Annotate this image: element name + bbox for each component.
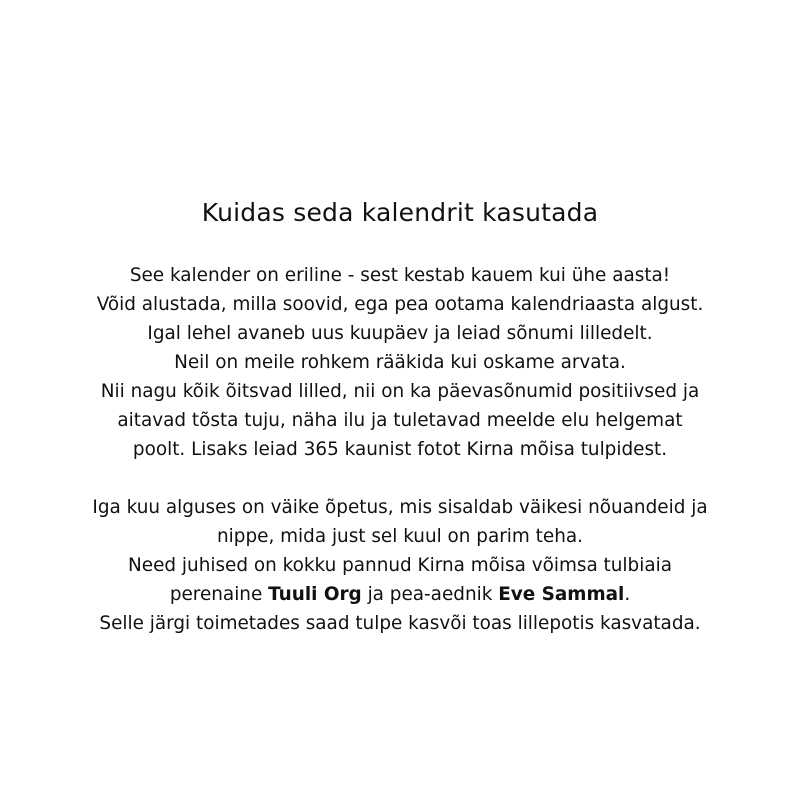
paragraph1-line: See kalender on eriline - sest kestab kauem kui ühe aasta! (129, 265, 671, 286)
credits-text: perenaine (169, 584, 269, 605)
paragraph1-line: Neil on meile rohkem rääkida kui oskame arvata. (174, 352, 626, 373)
paragraph2-line: Need juhised on kokku pannud Kirna mõisa võimsa tulbiaia (128, 555, 672, 576)
paragraph2-line: Selle järgi toimetades saad tulpe kasvõi toas lillepotis kasvatada. (99, 613, 701, 634)
page-title: Kuidas seda kalendrit kasutada (201, 198, 599, 227)
paragraph1-line: poolt. Lisaks leiad 365 kaunist fotot Kirna mõisa tulpidest. (132, 439, 668, 460)
paragraph1-line: Võid alustada, milla soovid, ega pea ootama kalendriaasta algust. (96, 294, 704, 315)
owner-name: Tuuli Org (268, 584, 362, 605)
paragraph2-line-credits (0, 580, 800, 609)
paragraph1-line: Nii nagu kõik õitsvad lilled, nii on ka päevasõnumid positiivsed ja (100, 381, 700, 402)
gardener-name: Eve Sammal (498, 584, 625, 605)
credits-text: . (624, 584, 631, 605)
paragraph2-line: Iga kuu alguses on väike õpetus, mis sisaldab väikesi nõuandeid ja (92, 497, 708, 518)
paragraph2-line: nippe, mida just sel kuul on parim teha. (217, 526, 583, 547)
body-text (0, 261, 800, 638)
paragraph1-line: aitavad tõsta tuju, näha ilu ja tuletavad meelde elu helgemat (117, 410, 683, 431)
paragraph1-line: Igal lehel avaneb uus kuupäev ja leiad sõnumi lilledelt. (147, 323, 653, 344)
paragraph-spacer (0, 464, 800, 493)
credits-text: ja pea-aednik (361, 584, 499, 605)
